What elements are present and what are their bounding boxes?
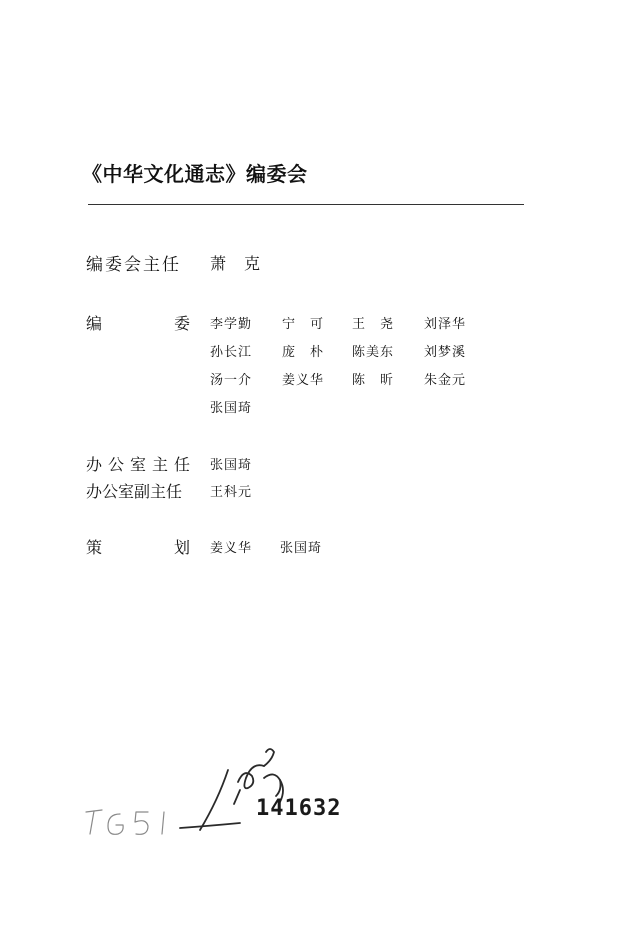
- members-label-right: 委: [173, 314, 190, 333]
- office-director-label-char: 办: [86, 455, 103, 474]
- planning-label-right: 划: [173, 538, 190, 557]
- chair-label: 编委会主任: [86, 255, 181, 275]
- member-name: 朱金元: [424, 373, 467, 388]
- member-name: 宁 可: [282, 317, 325, 332]
- member-name: 庞 朴: [282, 345, 325, 360]
- planning-name: 姜义华: [210, 541, 253, 556]
- member-name: 孙长江: [210, 345, 253, 360]
- planning-name: 张国琦: [280, 541, 323, 556]
- chair-name: 萧 克: [210, 254, 262, 273]
- member-name: 张国琦: [210, 401, 253, 416]
- member-name: 刘泽华: [424, 317, 467, 332]
- members-label: [86, 311, 190, 334]
- stamp-number: 141632: [256, 796, 342, 821]
- planning-label-left: 策: [86, 538, 103, 557]
- office-director-name: 张国琦: [210, 458, 253, 473]
- office-deputy-name: 王科元: [210, 485, 253, 500]
- office-director-label-char: 任: [173, 455, 190, 474]
- office-director-label-char: 主: [151, 455, 168, 474]
- member-name: 姜义华: [282, 373, 325, 388]
- members-label-left: 编: [86, 314, 103, 333]
- member-name: 王 尧: [352, 317, 395, 332]
- member-name: 刘梦溪: [424, 345, 467, 360]
- page-title: 《中华文化通志》编委会: [82, 162, 308, 186]
- title-divider: [88, 204, 524, 205]
- office-director-label-char: 室: [129, 455, 146, 474]
- handwritten-annotation: [68, 730, 368, 850]
- member-name: 陈 昕: [352, 373, 395, 388]
- member-name: 李学勤: [210, 317, 253, 332]
- office-director-label: [86, 452, 190, 475]
- office-deputy-label: 办公室副主任: [86, 482, 183, 501]
- office-director-label-char: 公: [107, 455, 124, 474]
- member-name: 汤一介: [210, 373, 253, 388]
- member-name: 陈美东: [352, 345, 395, 360]
- planning-label: [86, 535, 190, 558]
